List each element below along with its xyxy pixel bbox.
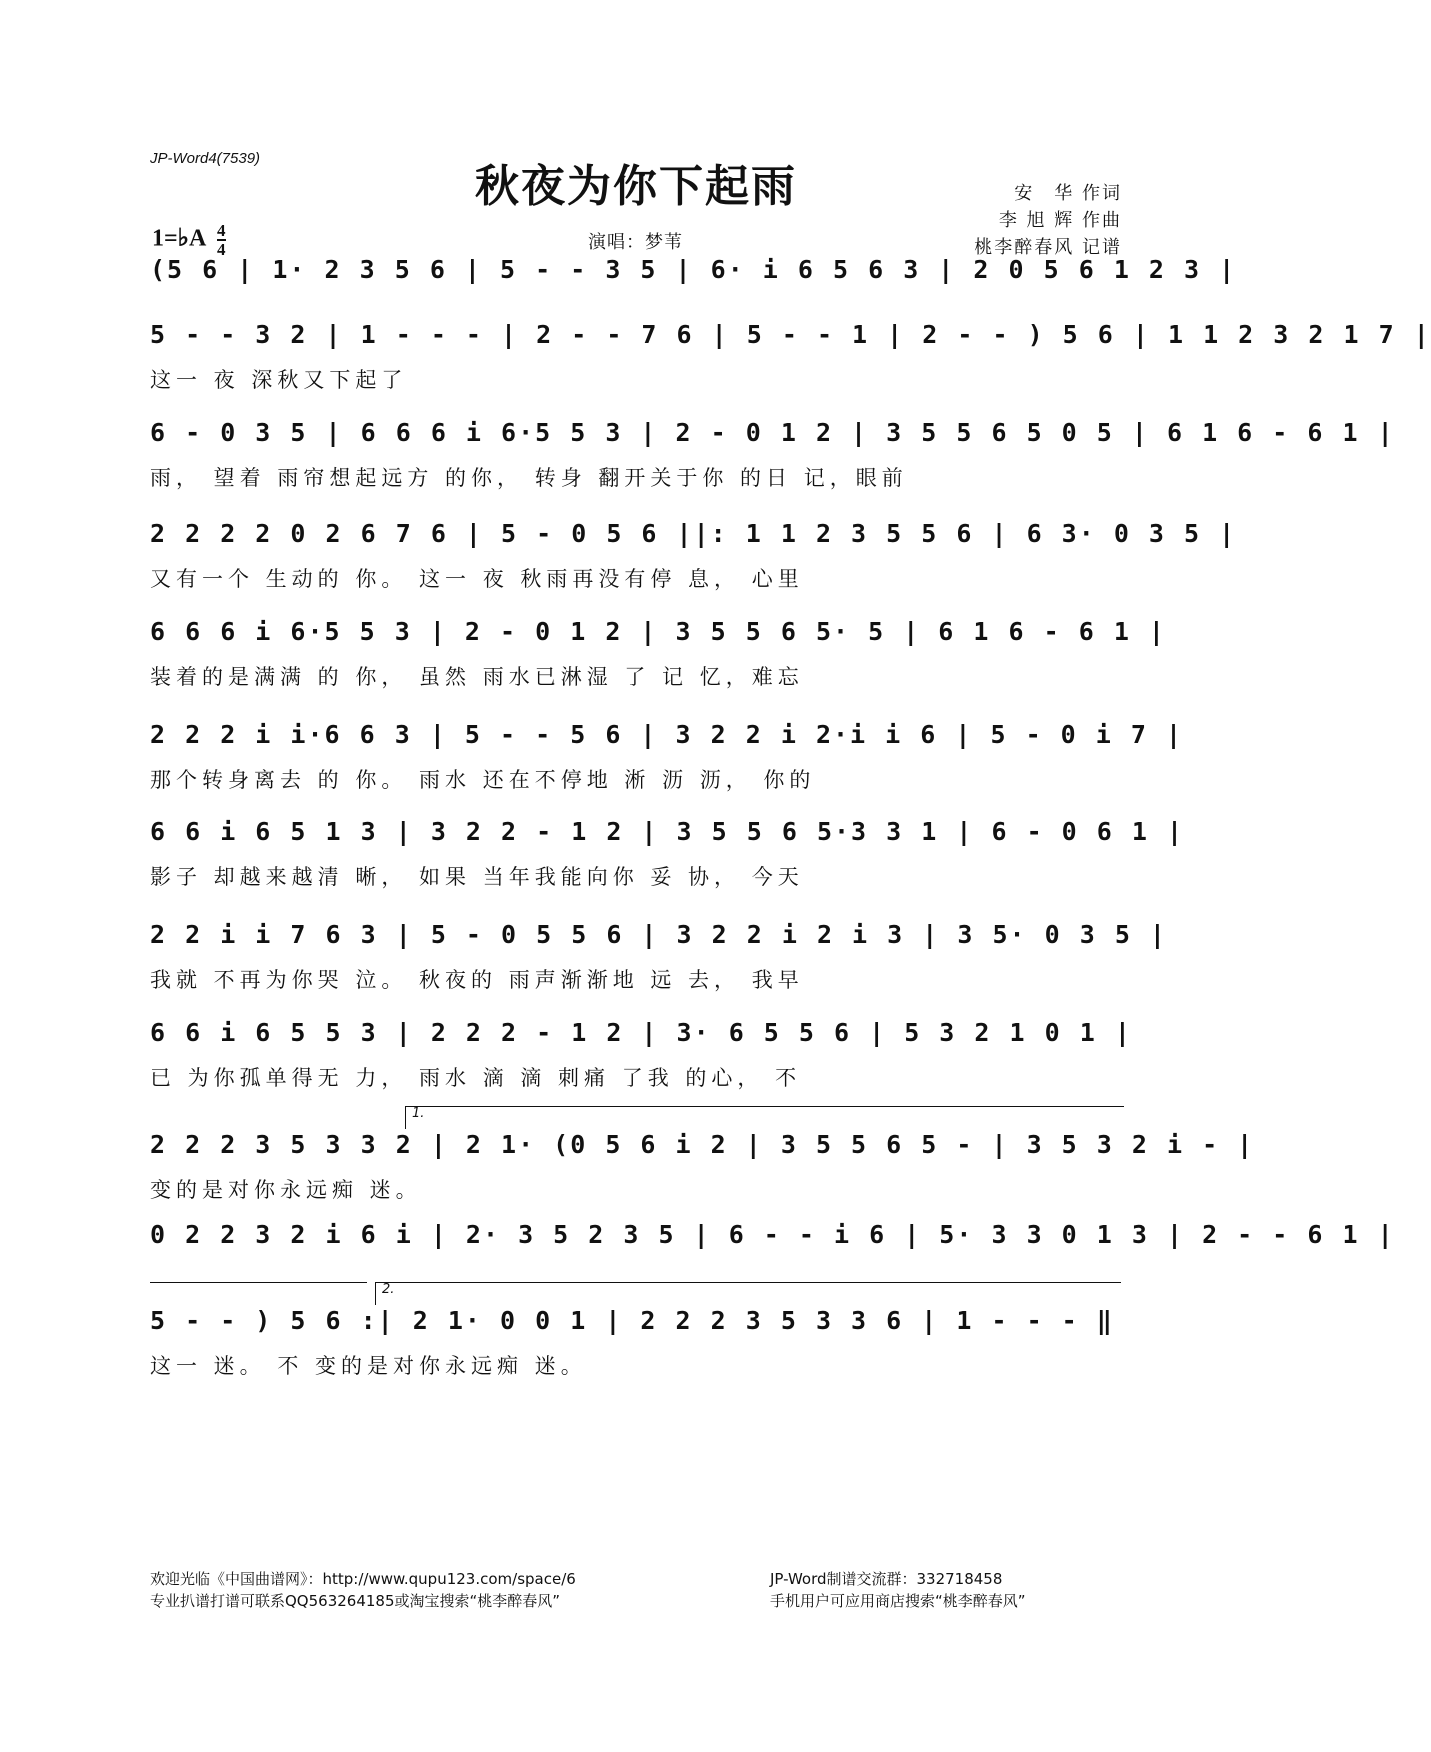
footer-left — [150, 1568, 670, 1612]
footer-website: 欢迎光临《中国曲谱网》：http://www.qupu123.com/space/6 — [150, 1570, 576, 1588]
time-signature — [217, 222, 226, 258]
notes: (5 6 | 1· 2 3 5 6 | 5 - - 3 5 | 6· i 6 5 6 3 | 2 0 5 6 1 2 3 | — [150, 255, 1237, 284]
credits — [974, 180, 1122, 261]
volta-2-label: 2. — [382, 1282, 395, 1297]
volta-2-bracket — [375, 1282, 1121, 1305]
notes: 0 2 2 3 2 i 6 i | 2· 3 5 2 3 5 | 6 - - i 6 | 5· 3 3 0 1 3 | 2 - - 6 1 | — [150, 1220, 1395, 1249]
lyrics: 那个转身离去 的 你。 雨水 还在不停地 淅 沥 沥， 你的 — [150, 768, 816, 792]
lyrics: 这一 迷。 不 变的是对你永远痴 迷。 — [150, 1354, 587, 1378]
lyrics: 影子 却越来越清 晰， 如果 当年我能向你 妥 协， 今天 — [150, 865, 804, 889]
notes: 2 2 2 i i·6 6 3 | 5 - - 5 6 | 3 2 2 i 2·i i 6 | 5 - 0 i 7 | — [150, 720, 1184, 749]
key-signature — [152, 222, 226, 258]
lyrics: 这一 夜 深秋又下起了 — [150, 368, 408, 392]
notes: 5 - - 3 2 | 1 - - - | 2 - - 7 6 | 5 - - 1 | 2 - - ) 5 6 | 1 1 2 3 2 1 7 | — [150, 320, 1431, 349]
notes: 5 - - ) 5 6 :| 2 1· 0 0 1 | 2 2 2 3 5 3 3 6 | 1 - - - ‖ — [150, 1306, 1114, 1335]
lyrics: 又有一个 生动的 你。 这一 夜 秋雨再没有停 息， 心里 — [150, 567, 804, 591]
volta-1-label: 1. — [412, 1106, 425, 1121]
notes: 6 6 6 i 6·5 5 3 | 2 - 0 1 2 | 3 5 5 6 5· 5 | 6 1 6 - 6 1 | — [150, 617, 1166, 646]
footer-contact: 专业扒谱打谱可联系QQ563264185或淘宝搜索“桃李醉春风” — [150, 1592, 561, 1610]
lyrics: 变的是对你永远痴 迷。 — [150, 1178, 422, 1202]
notes: 2 2 i i 7 6 3 | 5 - 0 5 5 6 | 3 2 2 i 2 i 3 | 3 5· 0 3 5 | — [150, 920, 1167, 949]
song-title: 秋夜为你下起雨 — [475, 161, 797, 212]
software-label: JP-Word4(7539) — [150, 150, 261, 167]
time-bottom: 4 — [217, 240, 226, 259]
lyrics: 雨， 望着 雨帘想起远方 的你， 转身 翻开关于你 的日 记，眼前 — [150, 466, 908, 490]
volta-1-bracket — [405, 1106, 1124, 1129]
footer-app: 手机用户可应用商店搜索“桃李醉春风” — [770, 1592, 1026, 1610]
footer-group: JP-Word制谱交流群：332718458 — [770, 1570, 1003, 1588]
notes: 2 2 2 2 0 2 6 7 6 | 5 - 0 5 6 ||: 1 1 2 3 5 5 6 | 6 3· 0 3 5 | — [150, 519, 1237, 548]
singer: 演唱：梦苇 — [588, 232, 683, 253]
lyricist-credit: 安 华 作词 — [1014, 183, 1122, 204]
footer-right — [770, 1568, 1170, 1612]
lyrics: 装着的是满满 的 你， 虽然 雨水已淋湿 了 记 忆，难忘 — [150, 665, 804, 689]
notes: 6 6 i 6 5 5 3 | 2 2 2 - 1 2 | 3· 6 5 5 6 | 5 3 2 1 0 1 | — [150, 1018, 1132, 1047]
notes: 6 - 0 3 5 | 6 6 6 i 6·5 5 3 | 2 - 0 1 2 | 3 5 5 6 5 0 5 | 6 1 6 - 6 1 | — [150, 418, 1395, 447]
transcriber-credit: 桃李醉春风 记谱 — [974, 237, 1122, 258]
time-top: 4 — [217, 221, 226, 240]
notes: 6 6 i 6 5 1 3 | 3 2 2 - 1 2 | 3 5 5 6 5·3 3 1 | 6 - 0 6 1 | — [150, 817, 1185, 846]
notes: 2 2 2 3 5 3 3 2 | 2 1· (0 5 6 i 2 | 3 5 5 6 5 - | 3 5 3 2 i - | — [150, 1130, 1255, 1159]
composer-credit: 李 旭 辉 作曲 — [998, 210, 1122, 231]
lyrics: 已 为你孤单得无 力， 雨水 滴 滴 刺痛 了我 的心， 不 — [150, 1066, 802, 1090]
lyrics: 我就 不再为你哭 泣。 秋夜的 雨声渐渐地 远 去， 我早 — [150, 968, 804, 992]
repeat-rule — [150, 1282, 367, 1283]
key-label: 1=♭A — [152, 225, 206, 252]
